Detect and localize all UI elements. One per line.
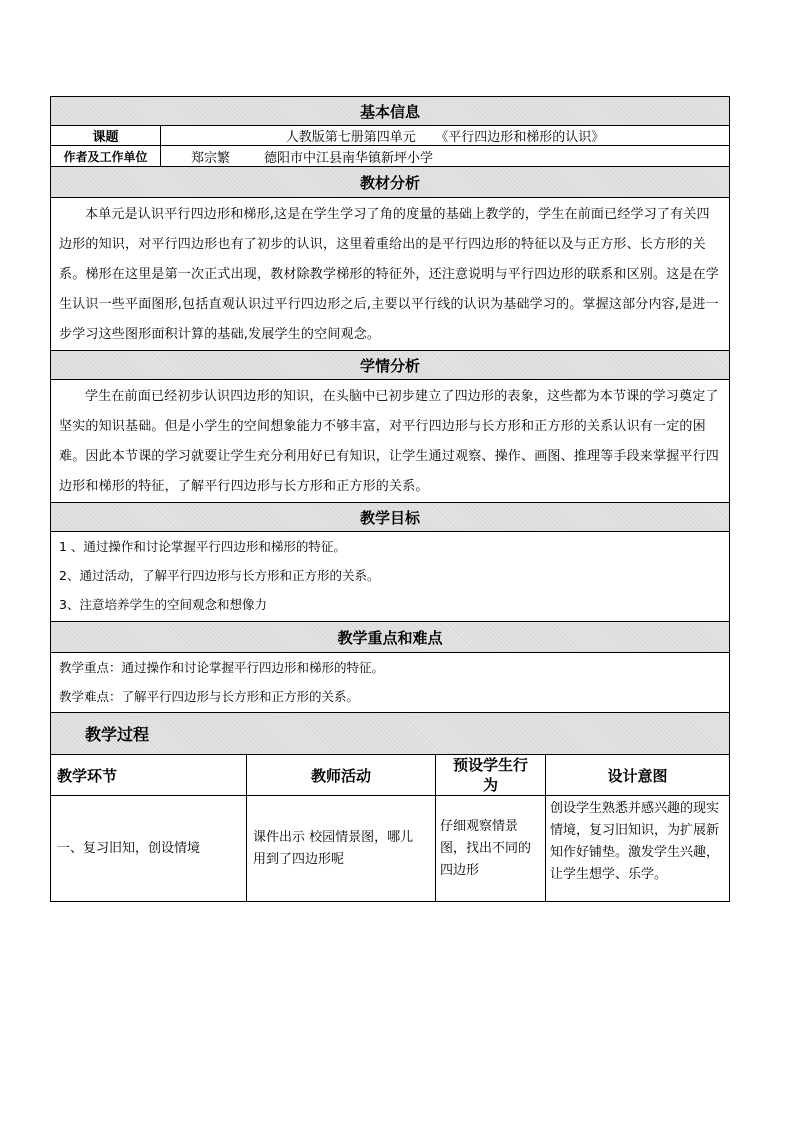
process-header: 教学过程 (51, 713, 730, 755)
student-behavior-cell: 仔细观察情景图，找出不同的四边形 (436, 796, 546, 902)
student-analysis-row (51, 380, 730, 503)
basic-info-header: 基本信息 (51, 97, 730, 126)
col-header-student: 预设学生行为 (436, 755, 546, 796)
process-header-row (51, 713, 730, 755)
lesson-plan-document (50, 96, 729, 902)
author-label: 作者及工作单位 (51, 146, 161, 167)
key-points-header-row (51, 622, 730, 653)
objective-item: 1 、通过操作和讨论掌握平行四边形和梯形的特征。 (59, 539, 346, 554)
textbook-analysis-header-row (51, 167, 730, 198)
author-row (51, 146, 730, 167)
col-header-intent: 设计意图 (546, 755, 730, 796)
table-row (51, 796, 730, 902)
textbook-analysis-text: 本单元是认识平行四边形和梯形,这是在学生学习了角的度量的基础上教学的，学生在前面已经学习了有关四边形的知识，对平行四边形也有了初步的认识，这里着重给出的是平行四边形的特征以及与正方形、长方形的关系。梯形在这里是第一次正式出现，教材除教学梯形的特征外，还注意说明与平行四边形的联系和区别。这是在学生认识一些平面图形,包括直观认识过平行四边形之后,主要以平行线的认识为基础学习的。掌握这部分内容,是进一步学习这些图形面积计算的基础,发展学生的空间观念。 (51, 198, 730, 351)
student-analysis-header-row (51, 351, 730, 380)
stage-cell: 一、复习旧知，创设情境 (51, 796, 247, 902)
textbook-analysis-row (51, 198, 730, 351)
objectives-list (51, 532, 730, 622)
teaching-focus: 教学重点：通过操作和讨论掌握平行四边形和梯形的特征。 (59, 660, 385, 675)
objectives-row (51, 532, 730, 622)
topic-row (51, 126, 730, 146)
key-points-row (51, 653, 730, 713)
author-unit: 德阳市中江县南华镇新坪小学 (264, 150, 434, 166)
lesson-plan-table (50, 96, 730, 902)
topic-value: 人教版第七册第四单元 《平行四边形和梯形的认识》 (161, 126, 730, 146)
author-name: 郑宗繁 (191, 150, 231, 166)
student-analysis-text: 学生在前面已经初步认识四边形的知识，在头脑中已初步建立了四边形的表象，这些都为本节课的学习奠定了坚实的知识基础。但是小学生的空间想象能力不够丰富，对平行四边形与长方形和正方形的关系认识有一定的困难。因此本节课的学习就要让学生充分利用好已有知识，让学生通过观察、操作、画图、推理等手段来掌握平行四边形和梯形的特征，了解平行四边形与长方形和正方形的关系。 (51, 380, 730, 503)
author-info (161, 146, 730, 167)
objectives-header: 教学目标 (51, 503, 730, 532)
objective-item: 2、通过活动，了解平行四边形与长方形和正方形的关系。 (59, 568, 380, 583)
objectives-header-row (51, 503, 730, 532)
topic-label: 课题 (51, 126, 161, 146)
key-points-header: 教学重点和难点 (51, 622, 730, 653)
teacher-activity-cell: 课件出示 校园情景图，哪儿用到了四边形呢 (247, 796, 436, 902)
textbook-analysis-header: 教材分析 (51, 167, 730, 198)
basic-info-header-row (51, 97, 730, 126)
process-column-headers (51, 755, 730, 796)
col-header-teacher: 教师活动 (247, 755, 436, 796)
teaching-difficulty: 教学难点：了解平行四边形与长方形和正方形的关系。 (59, 689, 360, 704)
col-header-stage: 教学环节 (51, 755, 247, 796)
objective-item: 3、注意培养学生的空间观念和想像力 (59, 597, 267, 612)
design-intent-cell: 创设学生熟悉并感兴趣的现实情境，复习旧知识，为扩展新知作好铺垫。激发学生兴趣，让学生想学、乐学。 (546, 796, 730, 902)
key-points-content (51, 653, 730, 713)
student-analysis-header: 学情分析 (51, 351, 730, 380)
